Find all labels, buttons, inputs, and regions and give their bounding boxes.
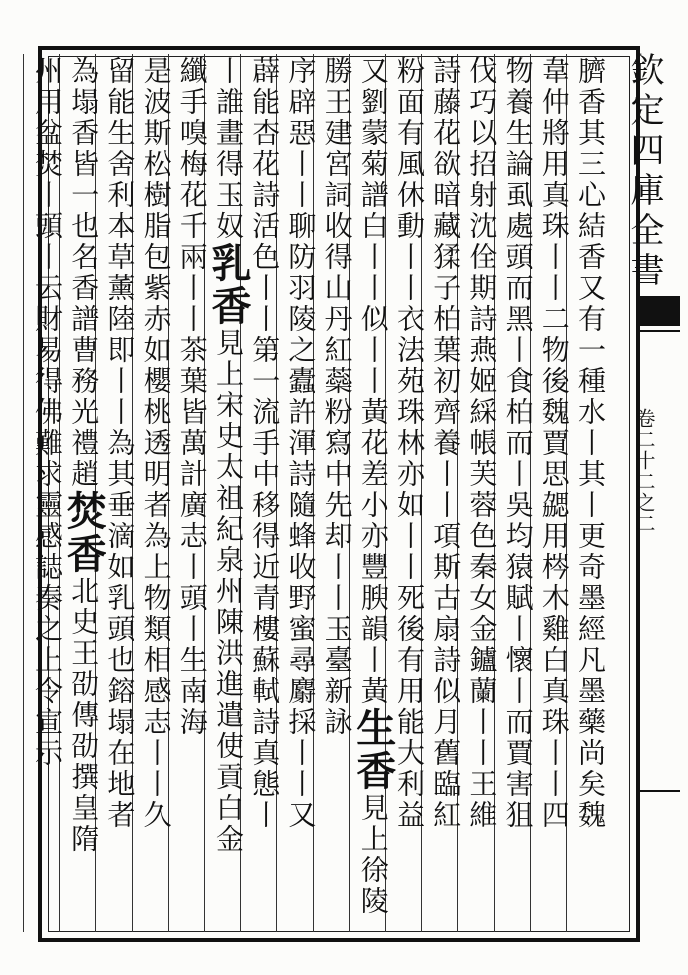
column-text: 州用盆焚丨頭丨云財易得佛難求靈感誌奏之上令宣示 [31, 56, 64, 769]
text-column [60, 56, 108, 928]
column-text: 見上徐陵 [356, 793, 390, 917]
column-text: 是波斯松樹脂包紫赤如櫻桃透明者為上物類相感志丨丨久 [139, 56, 173, 831]
text-column [26, 56, 68, 928]
column-rule [23, 54, 24, 932]
text-column [171, 56, 213, 928]
column-text: 粉面有風休動丨丨衣法苑珠林亦如丨丨死後有用能大利益 [393, 56, 426, 831]
book-title: 欽定四庫全書 [624, 52, 664, 292]
text-column [135, 56, 177, 928]
fold-marker [640, 296, 680, 326]
text-column [279, 56, 321, 928]
column-text: 留能生舍利本草薰陸即丨丨為其垂滴如乳頭也鎔塌在地者 [103, 56, 137, 831]
entry-heading: 乳香 [205, 242, 252, 328]
column-text: 詩藤花欲暗藏猱子柏葉初齊養丨丨項斯古扇詩似月舊臨紅 [429, 56, 463, 831]
text-column [569, 56, 611, 928]
column-text: 纖手嗅梅花千兩丨丨茶葉皆萬計廣志丨頭丨生南海 [175, 56, 209, 738]
entry-heading: 生香 [349, 707, 397, 793]
text-column [243, 56, 285, 928]
column-text: 韋仲將用真珠丨丨二物後魏賈思勰用梣木雞白真珠丨丨四 [537, 56, 571, 831]
volume-label: 卷二十二之二 [632, 408, 656, 534]
column-text: 勝王建宮詞收得山丹紅蘂粉寫中先却丨丨玉臺新詠 [320, 56, 354, 738]
column-text: 物養生論虱處頭而黑丨食柏而丨吳均猿賦丨懷丨而賈害狙 [501, 56, 535, 831]
column-text: 伐巧以招射沈佺期詩燕姬綵帳芙蓉色秦女金鑪蘭丨丨王維 [465, 56, 499, 831]
fold-line [640, 790, 680, 792]
text-column [316, 56, 358, 928]
text-column [424, 56, 466, 928]
text-column [460, 56, 502, 928]
text-column [388, 56, 430, 928]
entry-heading: 焚香 [60, 490, 108, 576]
column-text: 薜能杏花詩活色丨丨第一流手中移得近青樓蘇軾詩真態丨 [248, 56, 282, 831]
column-text: 為塌香皆一也名香譜曹務光禮趙 [67, 56, 101, 490]
column-text: 丨誰畫得玉奴 [212, 56, 245, 242]
column-text: 北史王劭傳劭撰皇隋 [67, 576, 101, 855]
text-column [497, 56, 539, 928]
column-text: 又劉蒙菊譜白丨丨似丨丨黃花差小亦豐腴韻丨黃 [356, 56, 390, 707]
fold-line [640, 330, 680, 332]
text-column [533, 56, 575, 928]
text-column [349, 56, 397, 928]
column-text: 臍香其三心結香又有一種水丨其丨更奇墨經凡墨藥尚矣魏 [574, 56, 607, 831]
column-text: 序辟惡丨丨聊防羽陵之蠹許渾詩隨蜂收野蜜尋麝採丨丨又 [284, 56, 318, 831]
text-column [205, 56, 252, 928]
column-text: 見上宋史太祖紀泉州陳洪進遣使貢白金 [212, 328, 245, 855]
